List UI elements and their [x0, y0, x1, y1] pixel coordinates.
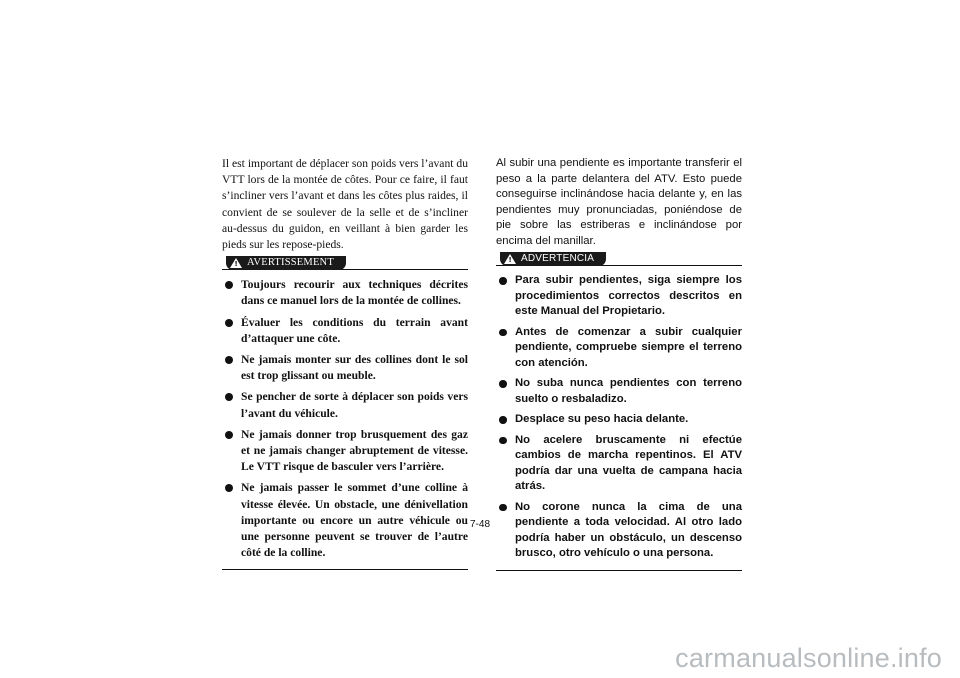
- list-item: Évaluer les conditions du terrain avant d’attaquer une côte.: [222, 315, 468, 347]
- list-item: No acelere bruscamente ni efectúe cambios de marcha repentinos. El ATV podría dar una vuelta de campana hacia atrás.: [496, 433, 742, 495]
- bullet-icon: [225, 356, 233, 364]
- bullet-icon: [499, 380, 507, 388]
- french-warning-end-rule: [222, 569, 468, 570]
- warning-label-badge: [226, 256, 346, 270]
- spanish-warning-end-rule: [496, 570, 742, 571]
- list-item: No suba nunca pendientes con terreno suelto o resbaladizo.: [496, 376, 742, 407]
- bullet-icon: [499, 416, 507, 424]
- warning-triangle-icon: !: [230, 258, 242, 268]
- spanish-column: [496, 156, 742, 571]
- french-column: [222, 156, 468, 570]
- warning-triangle-icon: !: [504, 254, 516, 264]
- french-intro-paragraph: Il est important de déplacer son poids vers l’avant du VTT lors de la montée de côtes. Pour ce faire, il faut s’incliner vers l’avant et dans les côtes plus raides, il convient de se soulever de la selle et de s’incliner au-dessus du guidon, en veillant à bien garder les pieds sur les repose-pieds.: [222, 157, 468, 252]
- watermark: carmanualsonline.info: [675, 643, 942, 673]
- list-item: Ne jamais donner trop brusquement des gaz et ne jamais changer abruptement de vitesse. Le VTT risque de basculer vers l’arrière.: [222, 427, 468, 476]
- bullet-icon: [225, 281, 233, 289]
- list-item: Se pencher de sorte à déplacer son poids vers l’avant du véhicule.: [222, 389, 468, 421]
- spanish-warning-header: [496, 252, 742, 269]
- bullet-icon: [225, 319, 233, 327]
- warning-label-badge: [500, 252, 606, 266]
- bullet-icon: [499, 277, 507, 285]
- list-item: Toujours recourir aux techniques décrites dans ce manuel lors de la montée de collines.: [222, 277, 468, 309]
- list-item: No corone nunca la cima de una pendiente a toda velocidad. Al otro lado podría haber un obstáculo, un descenso brusco, otro vehículo o una persona.: [496, 500, 742, 562]
- spanish-intro-paragraph: Al subir una pendiente es importante transferir el peso a la parte delantera del ATV. Esto puede conseguirse inclinándose hacia delante y, en las pendientes muy pronunciadas, poniéndose de pie sobre las estriberas e inclinándose por encima del manillar.: [496, 157, 742, 247]
- bullet-icon: [225, 393, 233, 401]
- list-item: Antes de comenzar a subir cualquier pendiente, compruebe siempre el terreno con atención.: [496, 325, 742, 372]
- bullet-icon: [499, 437, 507, 445]
- warning-label-text: AVERTISSEMENT: [247, 257, 334, 269]
- page-number: 7-48: [469, 519, 490, 530]
- bullet-icon: [225, 431, 233, 439]
- warning-label-text: ADVERTENCIA: [521, 253, 595, 265]
- bullet-icon: [499, 504, 507, 512]
- bullet-icon: [225, 484, 233, 492]
- bullet-icon: [499, 329, 507, 337]
- french-warning-header: [222, 256, 468, 273]
- list-item: Desplace su peso hacia delante.: [496, 412, 742, 428]
- list-item: Ne jamais monter sur des collines dont le sol est trop glissant ou meuble.: [222, 352, 468, 384]
- list-item: Ne jamais passer le sommet d’une colline à vitesse élevée. Un obstacle, une dénivellation importante ou encore un autre véhicule ou une personne peuvent se trouver de l’autre côté de la colline.: [222, 480, 468, 561]
- list-item: Para subir pendientes, siga siempre los procedimientos correctos descritos en este Manual del Propietario.: [496, 273, 742, 320]
